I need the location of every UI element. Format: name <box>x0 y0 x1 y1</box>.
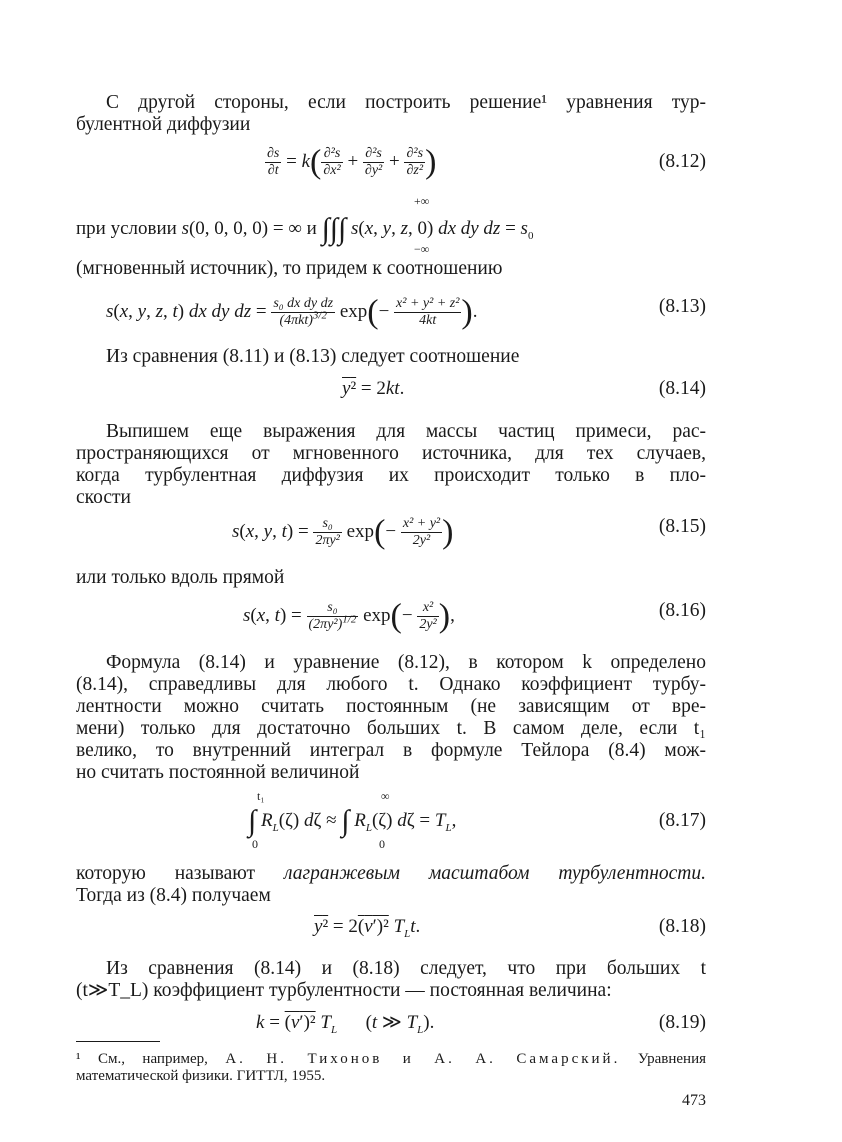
text-fragment: при условии <box>76 218 177 239</box>
text-fragment: которую называют <box>76 863 256 884</box>
equation-number: (8.19) <box>658 1012 706 1033</box>
footnote-authors: А. Н. Тихонов и А. А. Самарский. <box>225 1051 621 1067</box>
equation-8-12: $\frac{\partial s}{\partial t}$ = k( $\frac{\text{∂²s}}{\text{∂x²}}$ + $\frac{\text{∂²s}}{\text{∂y²}}$ + $\frac{\text{∂²s}}{\text{∂z²}}$ ) <box>267 143 437 181</box>
equation-8-19: k = (v′)² $T_L$ (t ≫ $T_L$). <box>256 1012 435 1036</box>
condition-line: при условии s(0, 0, 0, 0) = ∞ и ∫∫∫ s(x, y, z, 0) dx dy dz = $s_0$ <box>76 212 534 246</box>
equation-8-17: ∫ $R_L(\zeta) d\zeta$ ≈ ∫ $R_L(\zeta) d\zeta = T_L$, <box>248 804 457 838</box>
text-line: (t≫T_L) коэффициент турбулентности — постоянная величина: <box>76 980 612 1001</box>
integral-upper-limit: +∞ <box>414 194 430 208</box>
text-line: С другой стороны, если построить решение¹ уравнения тур- <box>106 92 706 113</box>
text-fragment: и <box>306 218 317 239</box>
text-line: или только вдоль прямой <box>76 567 285 588</box>
footnote-line <box>76 1051 706 1068</box>
text-line: Тогда из (8.4) получаем <box>76 885 271 906</box>
text-line: лентности можно считать постоянным (не зависящим от вре- <box>76 696 706 717</box>
integral-lower-limit: 0 <box>252 837 258 851</box>
text-line: Формула (8.14) и уравнение (8.12), в котором k определено <box>106 652 706 673</box>
equation-number: (8.17) <box>658 810 706 831</box>
equation-number: (8.14) <box>658 378 706 399</box>
text-fragment: Уравнения <box>637 1051 706 1067</box>
term-emphasis: лагранжевым масштабом турбулентности. <box>283 863 706 884</box>
equation-number: (8.13) <box>658 296 706 317</box>
equation-number: (8.15) <box>658 516 706 537</box>
text-fragment: ¹ См., например, <box>76 1051 208 1067</box>
text-line: велико, то внутренний интеграл в формуле Тейлора (8.4) мож- <box>76 740 706 761</box>
equation-number: (8.16) <box>658 600 706 621</box>
text-line: (8.14), справедливы для любого t. Однако коэффициент турбу- <box>76 674 706 695</box>
integral-upper-limit: t₁ <box>257 789 265 803</box>
equation-8-16: s(x, t) = $\frac{\text{s₀}}{(2\pi y^2)^{1/2}}$ exp(− $\frac{\text{x²}}{\text{2y²}}$ ), <box>243 597 455 635</box>
text-line: пространяющихся от мгновенного источника, для тех случаев, <box>76 443 706 464</box>
text-line: булентной диффузии <box>76 114 251 135</box>
text-line: мени) только для достаточно больших t. В самом деле, если t₁ <box>76 718 706 739</box>
text-line: когда турбулентная диффузия их происходит только в пло- <box>76 465 706 486</box>
text-line: скости <box>76 487 131 508</box>
integral-lower-limit: −∞ <box>414 242 430 256</box>
text-line <box>76 863 706 885</box>
text-line: Из сравнения (8.11) и (8.13) следует соотношение <box>106 346 520 367</box>
equation-8-13: s(x, y, z, t) dx dy dz = $\frac{\text{s₀ dx dy dz}}{(4\pi kt)^{3/2}}$ exp(− $\frac{\text{x² + y² + z²}}{4kt}$ ). <box>106 293 478 331</box>
equation-number: (8.18) <box>658 916 706 937</box>
equation-number: (8.12) <box>658 151 706 172</box>
equation-8-14: y² = 2kt. <box>342 378 405 399</box>
integral-upper-limit: ∞ <box>381 789 390 803</box>
page-number: 473 <box>682 1092 706 1109</box>
text-line: Выпишем еще выражения для массы частиц примеси, рас- <box>106 421 706 442</box>
footnote-line: математической физики. ГИТТЛ, 1955. <box>76 1068 326 1084</box>
equation-8-15: s(x, y, t) = $\frac{\text{s₀}}{\text{2πy²}}$ exp(− $\frac{\text{x² + y²}}{\text{2y²}}$ ) <box>232 513 454 551</box>
text-line: но считать постоянной величиной <box>76 762 360 783</box>
text-line: (мгновенный источник), то придем к соотношению <box>76 258 503 279</box>
integral-lower-limit: 0 <box>379 837 385 851</box>
text-line: Из сравнения (8.14) и (8.18) следует, что при больших t <box>106 958 706 979</box>
equation-8-18: y² = 2(v′)² $T_Lt$. <box>314 916 421 940</box>
footnote-rule <box>76 1041 160 1042</box>
